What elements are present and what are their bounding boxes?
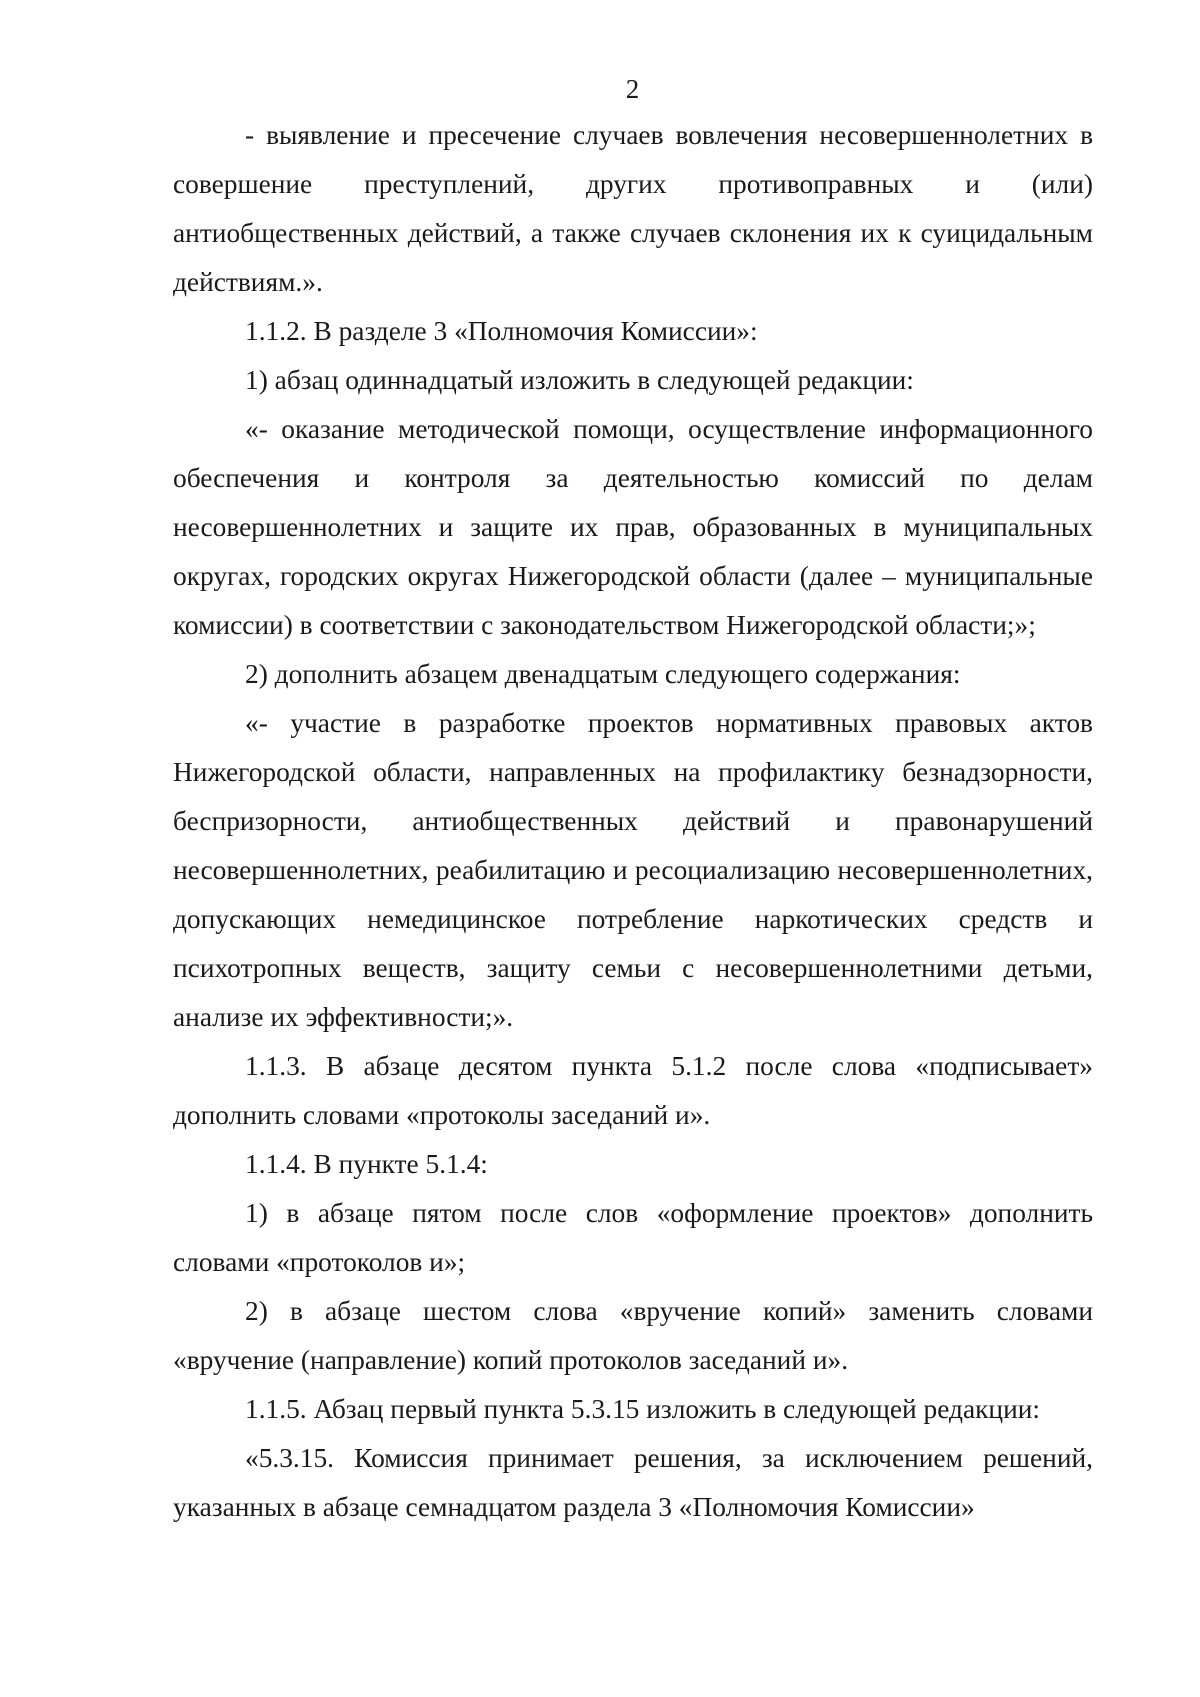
paragraph: 1.1.3. В абзаце десятом пункта 5.1.2 после слова «подписывает» дополнить словами «протоколы заседаний и». (173, 1051, 1093, 1130)
paragraph: «5.3.15. Комиссия принимает решения, за исключением решений, указанных в абзаце семнадцатом раздела 3 «Полномочия Комиссии» (173, 1443, 1093, 1522)
paragraph: 1.1.2. В разделе 3 «Полномочия Комиссии»: (245, 316, 758, 346)
paragraph: «- участие в разработке проектов нормативных правовых актов Нижегородской области, направленных на профилактику безнадзорности, беспризорности, антиобщественных действий и правонарушений несовершеннолетних, реабилитацию и ресоциализацию несовершеннолетних, допускающих немедицинское потребление наркотических средств и психотропных веществ, защиту семьи с несовершеннолетними детьми, анализе их эффективности;». (173, 708, 1093, 1032)
paragraph: 1.1.5. Абзац первый пункта 5.3.15 изложить в следующей редакции: (245, 1394, 1041, 1424)
paragraph: 1) абзац одиннадцатый изложить в следующей редакции: (245, 365, 914, 395)
paragraph: «- оказание методической помощи, осуществление информационного обеспечения и контроля за деятельностью комиссий по делам несовершеннолетних и защите их прав, образованных в муниципальных округах, городских округах Нижегородской области (далее – муниципальные комиссии) в соответствии с законодательством Нижегородской области;»; (173, 414, 1093, 640)
paragraph: - выявление и пресечение случаев вовлечения несовершеннолетних в совершение преступлений, других противоправных и (или) антиобщественных действий, а также случаев склонения их к суицидальным действиям.». (173, 120, 1093, 297)
document-body (173, 111, 1093, 1532)
paragraph: 2) дополнить абзацем двенадцатым следующего содержания: (245, 659, 961, 689)
paragraph: 1) в абзаце пятом после слов «оформление проектов» дополнить словами «протоколов и»; (173, 1198, 1093, 1277)
page-number: 2 (625, 74, 640, 104)
paragraph: 1.1.4. В пункте 5.1.4: (245, 1149, 488, 1179)
paragraph: 2) в абзаце шестом слова «вручение копий» заменить словами «вручение (направление) копий протоколов заседаний и». (173, 1296, 1093, 1375)
